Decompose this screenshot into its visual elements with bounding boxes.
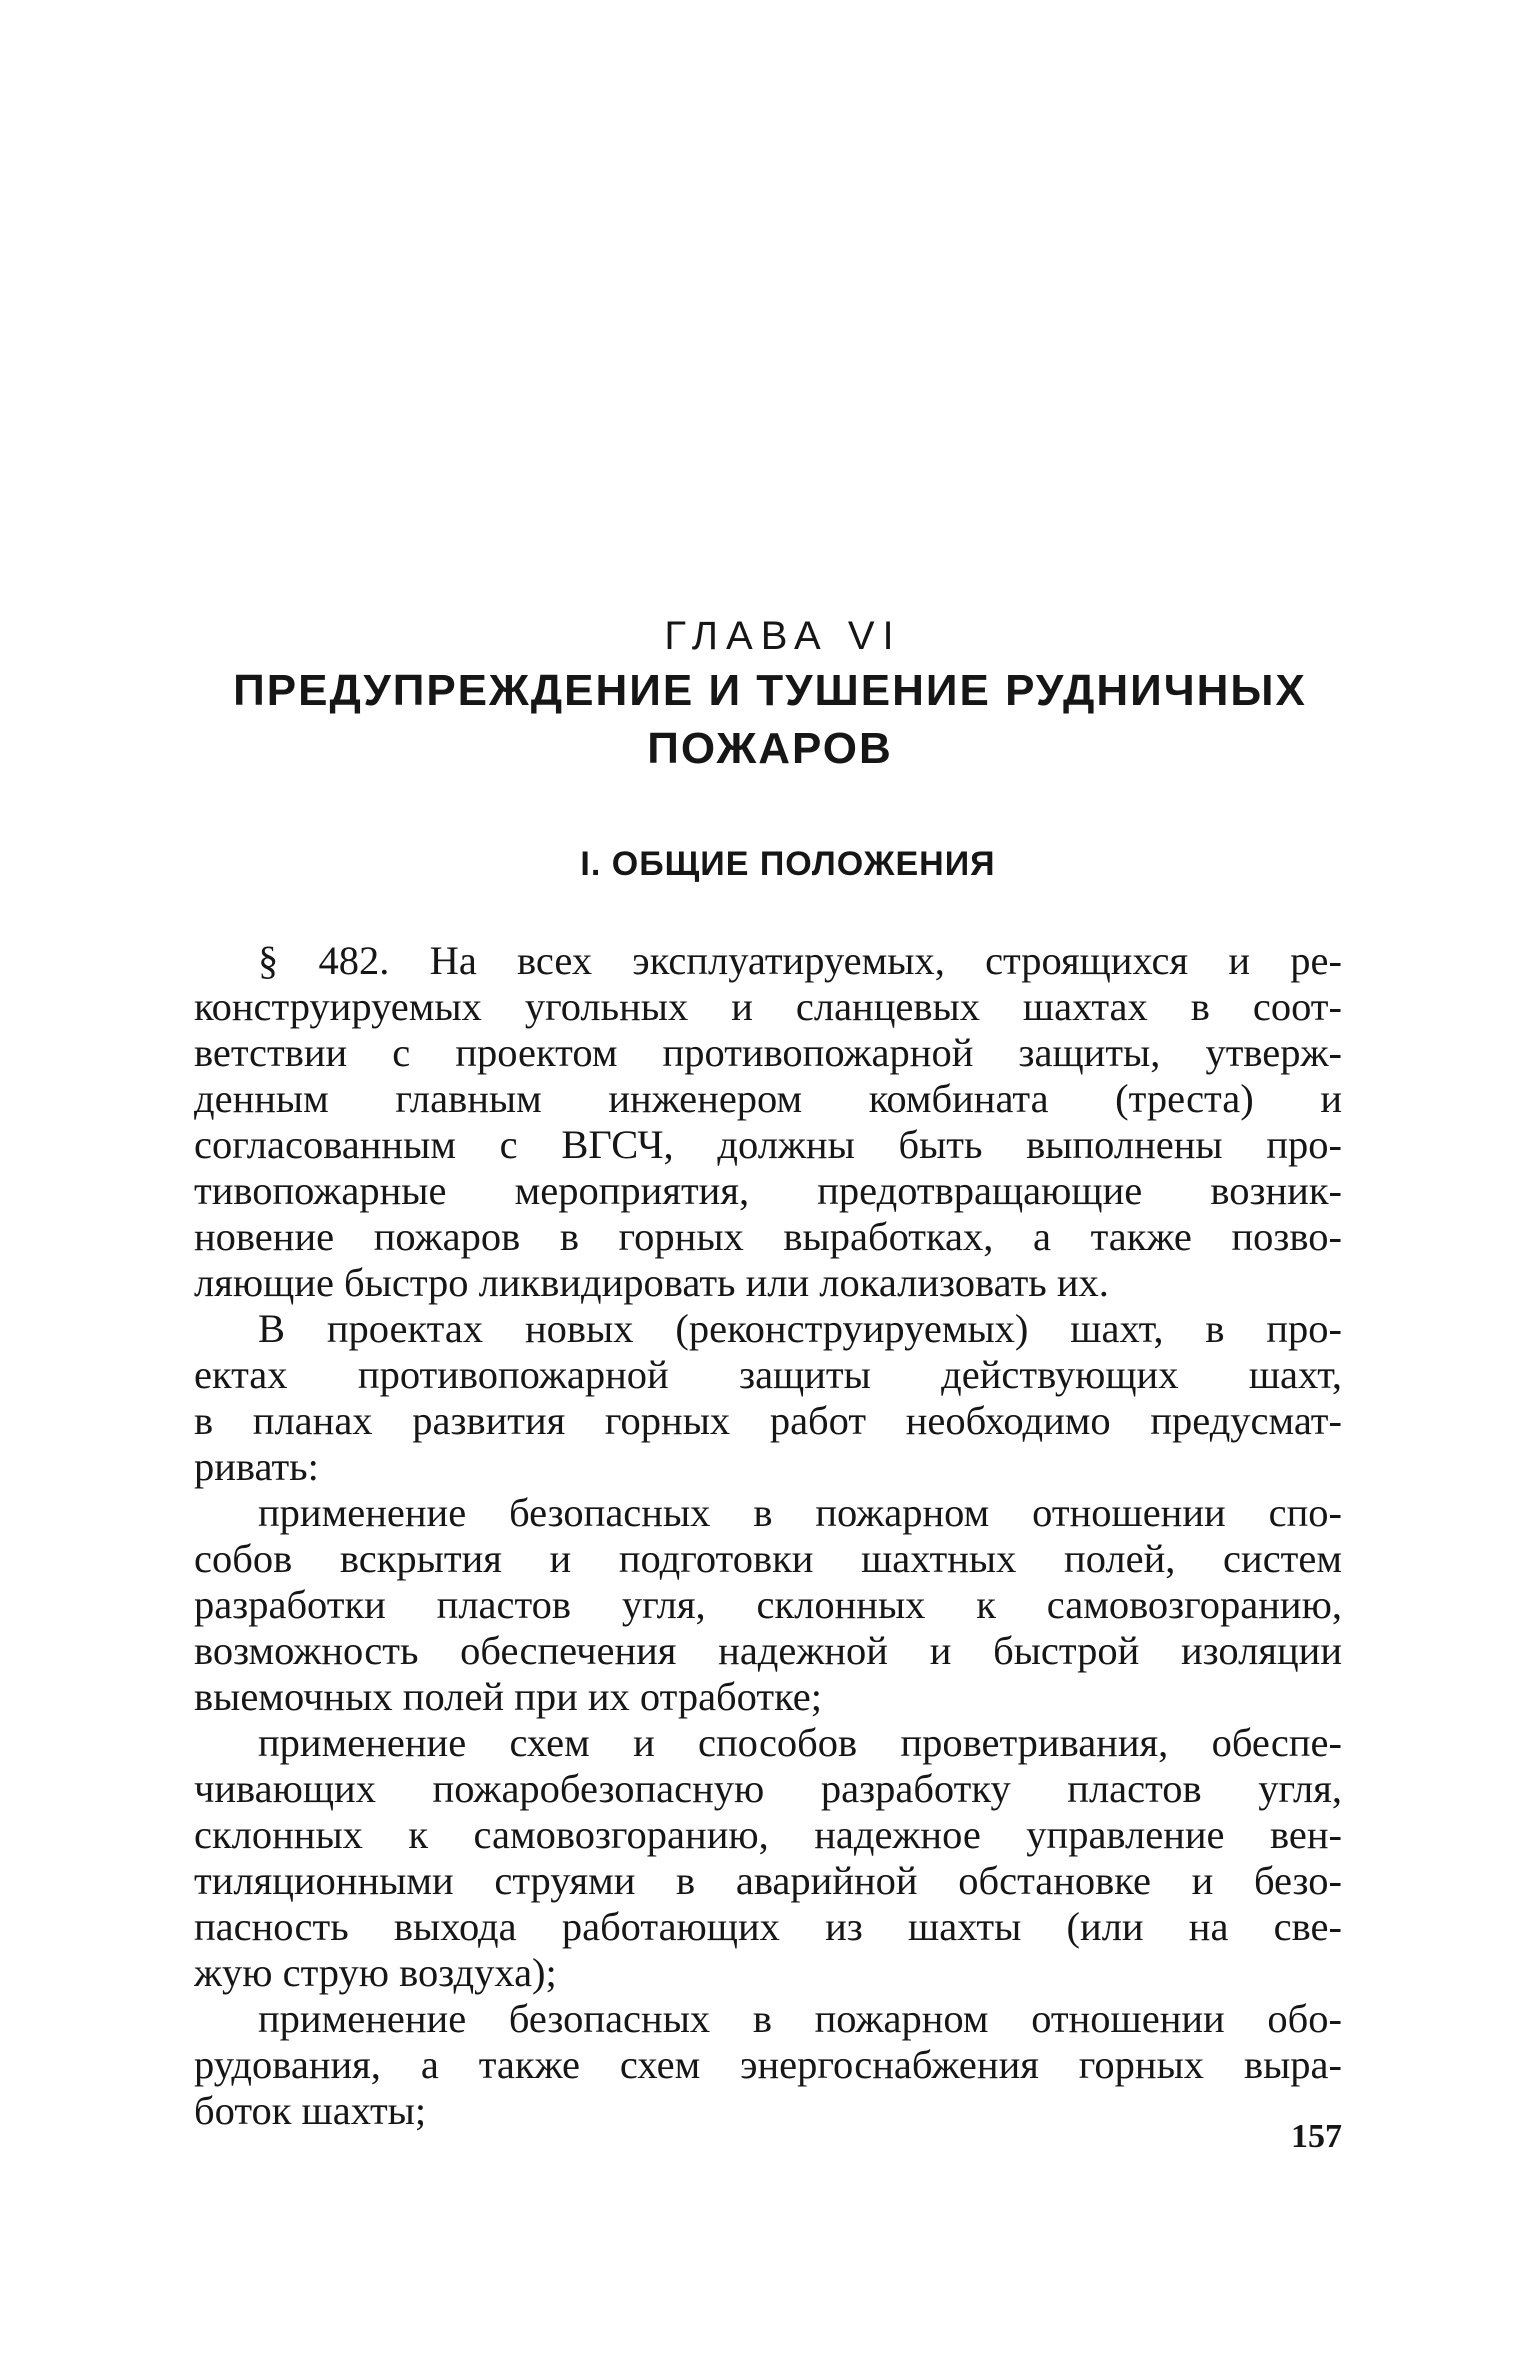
paragraph-1-line-7: новение пожаров в горных выработках, а также позво- <box>194 1214 1342 1259</box>
page-number: 157 <box>1291 2118 1342 2155</box>
chapter-title-line-1: ПРЕДУПРЕЖДЕНИЕ И ТУШЕНИЕ РУДНИЧНЫХ <box>233 666 1307 715</box>
chapter-label: ГЛАВА VI <box>664 614 902 658</box>
paragraph-1-line-8: ляющие быстро ликвидировать или локализовать их. <box>194 1260 1109 1305</box>
paragraph-2-line-4: ривать: <box>194 1444 319 1489</box>
paragraph-5-line-3: боток шахты; <box>194 2088 427 2133</box>
paragraph-1-line-1: § 482. На всех эксплуатируемых, строящихся и ре- <box>258 938 1342 983</box>
paragraph-1-line-6: тивопожарные мероприятия, предотвращающие возник- <box>194 1168 1342 1213</box>
chapter-title-line-2: ПОЖАРОВ <box>647 724 893 773</box>
paragraph-5-line-2: рудования, а также схем энергоснабжения горных выра- <box>194 2042 1342 2087</box>
chapter-title <box>190 662 1350 778</box>
paragraph-3-line-5: выемочных полей при их отработке; <box>194 1674 822 1719</box>
paragraph-4-line-3: склонных к самовозгоранию, надежное управление вен- <box>194 1812 1342 1857</box>
paragraph-2-line-2: ектах противопожарной защиты действующих шахт, <box>194 1352 1342 1397</box>
paragraph-4-line-4: тиляционными струями в аварийной обстановке и безо- <box>194 1858 1342 1903</box>
paragraph-3-line-1: применение безопасных в пожарном отношении спо- <box>258 1490 1342 1535</box>
paragraph-1-line-3: ветствии с проектом противопожарной защиты, утверж- <box>194 1030 1342 1075</box>
paragraph-1-line-2: конструируемых угольных и сланцевых шахтах в соот- <box>194 984 1342 1029</box>
section-heading: I. ОБЩИЕ ПОЛОЖЕНИЯ <box>580 845 996 883</box>
paragraph-1-line-5: согласованным с ВГСЧ, должны быть выполнены про- <box>194 1122 1342 1167</box>
paragraph-4-line-1: применение схем и способов проветривания, обеспе- <box>258 1720 1342 1765</box>
paragraph-2-line-3: в планах развития горных работ необходимо предусмат- <box>194 1398 1342 1443</box>
paragraph-3-line-3: разработки пластов угля, склонных к самовозгоранию, <box>194 1582 1342 1627</box>
paragraph-4-line-5: пасность выхода работающих из шахты (или на све- <box>194 1904 1342 1949</box>
paragraph-5-line-1: применение безопасных в пожарном отношении обо- <box>258 1996 1342 2041</box>
paragraph-2-line-1: В проектах новых (реконструируемых) шахт, в про- <box>258 1306 1342 1351</box>
paragraph-3-line-2: собов вскрытия и подготовки шахтных полей, систем <box>194 1536 1342 1581</box>
paragraph-4-line-6: жую струю воздуха); <box>194 1950 557 1995</box>
paragraph-1-line-4: денным главным инженером комбината (треста) и <box>194 1076 1342 1121</box>
paragraph-3-line-4: возможность обеспечения надежной и быстрой изоляции <box>194 1628 1342 1673</box>
paragraph-4-line-2: чивающих пожаробезопасную разработку пластов угля, <box>194 1766 1342 1811</box>
